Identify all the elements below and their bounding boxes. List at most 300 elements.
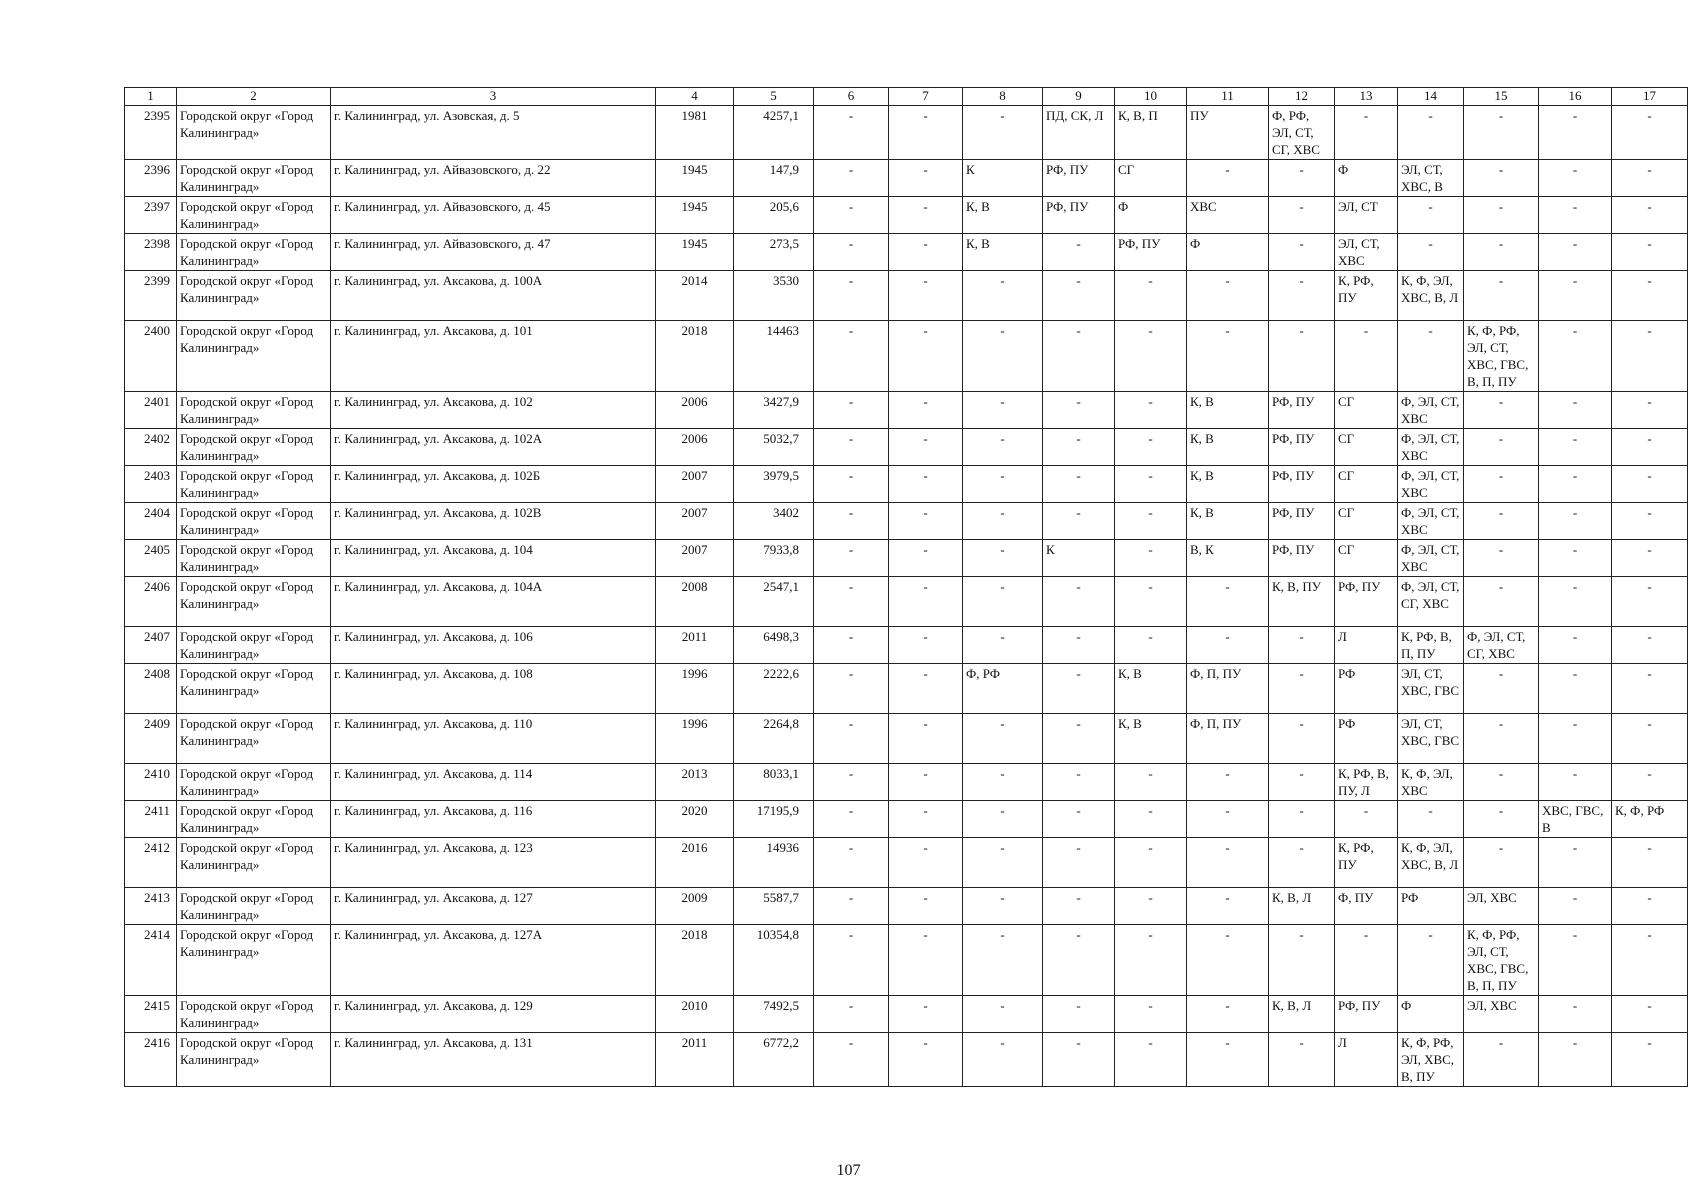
column-header-5: 5	[734, 88, 814, 106]
cell-col-4: 2013	[656, 764, 734, 801]
cell-col-1: 2410	[125, 764, 177, 801]
cell-col-3: г. Калининград, ул. Айвазовского, д. 22	[331, 160, 656, 197]
cell-col-9: -	[1043, 838, 1115, 888]
cell-col-13: -	[1335, 925, 1398, 996]
table-row	[125, 234, 1688, 271]
cell-col-3: г. Калининград, ул. Аксакова, д. 101	[331, 321, 656, 392]
page-number: 107	[836, 1162, 861, 1179]
cell-col-6: -	[814, 577, 889, 627]
cell-col-3: г. Калининград, ул. Аксакова, д. 102В	[331, 503, 656, 540]
cell-col-16: -	[1539, 577, 1612, 627]
cell-col-5: 14936	[734, 838, 814, 888]
cell-col-2: Городской округ «Город Калининград»	[177, 106, 331, 160]
cell-col-2: Городской округ «Город Калининград»	[177, 838, 331, 888]
cell-col-13: -	[1335, 801, 1398, 838]
registry-table	[124, 87, 1688, 1087]
table-row	[125, 764, 1688, 801]
column-header-10: 10	[1115, 88, 1187, 106]
cell-col-5: 3402	[734, 503, 814, 540]
cell-col-7: -	[889, 466, 963, 503]
cell-col-10: -	[1115, 577, 1187, 627]
cell-col-7: -	[889, 234, 963, 271]
table-row	[125, 197, 1688, 234]
cell-col-8: -	[963, 392, 1043, 429]
column-header-2: 2	[177, 88, 331, 106]
cell-col-14: Ф, ЭЛ, СТ, СГ, ХВС	[1398, 577, 1464, 627]
cell-col-14: -	[1398, 925, 1464, 996]
table-row	[125, 540, 1688, 577]
cell-col-5: 17195,9	[734, 801, 814, 838]
cell-col-2: Городской округ «Город Калининград»	[177, 996, 331, 1033]
cell-col-4: 2009	[656, 888, 734, 925]
cell-col-17: -	[1612, 925, 1688, 996]
cell-col-10: -	[1115, 764, 1187, 801]
cell-col-3: г. Калининград, ул. Аксакова, д. 131	[331, 1033, 656, 1087]
cell-col-10: СГ	[1115, 160, 1187, 197]
cell-col-15: -	[1464, 1033, 1539, 1087]
cell-col-10: -	[1115, 627, 1187, 664]
cell-col-1: 2414	[125, 925, 177, 996]
cell-col-8: -	[963, 801, 1043, 838]
cell-col-3: г. Калининград, ул. Аксакова, д. 104А	[331, 577, 656, 627]
cell-col-2: Городской округ «Город Калининград»	[177, 801, 331, 838]
cell-col-3: г. Калининград, ул. Аксакова, д. 116	[331, 801, 656, 838]
cell-col-1: 2404	[125, 503, 177, 540]
cell-col-9: -	[1043, 714, 1115, 764]
table-row	[125, 888, 1688, 925]
cell-col-1: 2401	[125, 392, 177, 429]
table-row	[125, 627, 1688, 664]
cell-col-17: -	[1612, 392, 1688, 429]
cell-col-9: -	[1043, 801, 1115, 838]
cell-col-15: -	[1464, 466, 1539, 503]
column-header-3: 3	[331, 88, 656, 106]
cell-col-1: 2411	[125, 801, 177, 838]
cell-col-13: СГ	[1335, 392, 1398, 429]
cell-col-10: -	[1115, 271, 1187, 321]
cell-col-17: -	[1612, 838, 1688, 888]
cell-col-1: 2403	[125, 466, 177, 503]
cell-col-11: Ф	[1187, 234, 1269, 271]
cell-col-9: -	[1043, 503, 1115, 540]
cell-col-2: Городской округ «Город Калининград»	[177, 577, 331, 627]
column-header-9: 9	[1043, 88, 1115, 106]
cell-col-16: -	[1539, 429, 1612, 466]
cell-col-15: -	[1464, 764, 1539, 801]
cell-col-8: К, В	[963, 197, 1043, 234]
cell-col-15: К, Ф, РФ, ЭЛ, СТ, ХВС, ГВС, В, П, ПУ	[1464, 321, 1539, 392]
table-row	[125, 1033, 1688, 1087]
cell-col-17: -	[1612, 160, 1688, 197]
cell-col-12: К, В, ПУ	[1269, 577, 1335, 627]
cell-col-12: РФ, ПУ	[1269, 429, 1335, 466]
table-row	[125, 664, 1688, 714]
cell-col-15: -	[1464, 429, 1539, 466]
cell-col-14: Ф	[1398, 996, 1464, 1033]
cell-col-4: 1996	[656, 714, 734, 764]
cell-col-3: г. Калининград, ул. Аксакова, д. 102А	[331, 429, 656, 466]
cell-col-12: РФ, ПУ	[1269, 540, 1335, 577]
cell-col-12: -	[1269, 627, 1335, 664]
cell-col-6: -	[814, 160, 889, 197]
column-header-15: 15	[1464, 88, 1539, 106]
cell-col-13: ЭЛ, СТ, ХВС	[1335, 234, 1398, 271]
cell-col-16: -	[1539, 664, 1612, 714]
cell-col-6: -	[814, 838, 889, 888]
cell-col-1: 2416	[125, 1033, 177, 1087]
cell-col-14: -	[1398, 321, 1464, 392]
cell-col-13: Ф, ПУ	[1335, 888, 1398, 925]
cell-col-2: Городской округ «Город Калининград»	[177, 321, 331, 392]
cell-col-14: Ф, ЭЛ, СТ, ХВС	[1398, 503, 1464, 540]
cell-col-17: -	[1612, 996, 1688, 1033]
cell-col-12: -	[1269, 838, 1335, 888]
cell-col-7: -	[889, 429, 963, 466]
cell-col-11: -	[1187, 271, 1269, 321]
cell-col-5: 10354,8	[734, 925, 814, 996]
cell-col-7: -	[889, 664, 963, 714]
cell-col-14: Ф, ЭЛ, СТ, ХВС	[1398, 392, 1464, 429]
cell-col-3: г. Калининград, ул. Аксакова, д. 123	[331, 838, 656, 888]
cell-col-1: 2400	[125, 321, 177, 392]
cell-col-2: Городской округ «Город Калининград»	[177, 888, 331, 925]
cell-col-17: -	[1612, 503, 1688, 540]
cell-col-4: 2010	[656, 996, 734, 1033]
column-header-8: 8	[963, 88, 1043, 106]
cell-col-9: -	[1043, 271, 1115, 321]
cell-col-8: -	[963, 714, 1043, 764]
cell-col-3: г. Калининград, ул. Азовская, д. 5	[331, 106, 656, 160]
cell-col-17: -	[1612, 627, 1688, 664]
cell-col-1: 2407	[125, 627, 177, 664]
cell-col-13: СГ	[1335, 466, 1398, 503]
cell-col-16: -	[1539, 197, 1612, 234]
cell-col-7: -	[889, 577, 963, 627]
cell-col-3: г. Калининград, ул. Аксакова, д. 110	[331, 714, 656, 764]
cell-col-6: -	[814, 888, 889, 925]
cell-col-10: -	[1115, 1033, 1187, 1087]
cell-col-4: 1945	[656, 160, 734, 197]
cell-col-5: 6498,3	[734, 627, 814, 664]
cell-col-13: СГ	[1335, 540, 1398, 577]
cell-col-14: Ф, ЭЛ, СТ, ХВС	[1398, 466, 1464, 503]
cell-col-5: 7492,5	[734, 996, 814, 1033]
cell-col-3: г. Калининград, ул. Аксакова, д. 100А	[331, 271, 656, 321]
cell-col-11: В, К	[1187, 540, 1269, 577]
cell-col-13: Ф	[1335, 160, 1398, 197]
cell-col-11: -	[1187, 764, 1269, 801]
cell-col-1: 2402	[125, 429, 177, 466]
cell-col-9: РФ, ПУ	[1043, 197, 1115, 234]
cell-col-15: -	[1464, 197, 1539, 234]
cell-col-1: 2398	[125, 234, 177, 271]
cell-col-12: -	[1269, 664, 1335, 714]
cell-col-9: РФ, ПУ	[1043, 160, 1115, 197]
cell-col-1: 2415	[125, 996, 177, 1033]
cell-col-15: К, Ф, РФ, ЭЛ, СТ, ХВС, ГВС, В, П, ПУ	[1464, 925, 1539, 996]
cell-col-10: К, В	[1115, 664, 1187, 714]
column-header-16: 16	[1539, 88, 1612, 106]
cell-col-3: г. Калининград, ул. Аксакова, д. 102Б	[331, 466, 656, 503]
cell-col-12: -	[1269, 271, 1335, 321]
cell-col-2: Городской округ «Город Калининград»	[177, 925, 331, 996]
cell-col-5: 147,9	[734, 160, 814, 197]
cell-col-11: -	[1187, 160, 1269, 197]
header-row	[125, 88, 1688, 106]
cell-col-6: -	[814, 197, 889, 234]
cell-col-14: -	[1398, 197, 1464, 234]
column-header-4: 4	[656, 88, 734, 106]
cell-col-10: -	[1115, 321, 1187, 392]
cell-col-15: -	[1464, 801, 1539, 838]
cell-col-4: 1945	[656, 234, 734, 271]
cell-col-11: ХВС	[1187, 197, 1269, 234]
cell-col-6: -	[814, 540, 889, 577]
cell-col-16: -	[1539, 466, 1612, 503]
column-header-12: 12	[1269, 88, 1335, 106]
cell-col-1: 2405	[125, 540, 177, 577]
cell-col-13: К, РФ, В, ПУ, Л	[1335, 764, 1398, 801]
cell-col-9: -	[1043, 764, 1115, 801]
cell-col-13: РФ	[1335, 714, 1398, 764]
cell-col-17: -	[1612, 888, 1688, 925]
cell-col-16: -	[1539, 160, 1612, 197]
cell-col-6: -	[814, 466, 889, 503]
cell-col-13: ЭЛ, СТ	[1335, 197, 1398, 234]
cell-col-9: -	[1043, 392, 1115, 429]
cell-col-8: -	[963, 925, 1043, 996]
cell-col-3: г. Калининград, ул. Айвазовского, д. 45	[331, 197, 656, 234]
cell-col-4: 2006	[656, 392, 734, 429]
cell-col-14: -	[1398, 801, 1464, 838]
cell-col-17: -	[1612, 106, 1688, 160]
cell-col-14: К, Ф, РФ, ЭЛ, ХВС, В, ПУ	[1398, 1033, 1464, 1087]
cell-col-12: К, В, Л	[1269, 996, 1335, 1033]
cell-col-15: -	[1464, 714, 1539, 764]
cell-col-14: Ф, ЭЛ, СТ, ХВС	[1398, 540, 1464, 577]
cell-col-10: -	[1115, 540, 1187, 577]
cell-col-12: -	[1269, 234, 1335, 271]
cell-col-11: -	[1187, 577, 1269, 627]
cell-col-17: -	[1612, 764, 1688, 801]
cell-col-1: 2397	[125, 197, 177, 234]
cell-col-8: -	[963, 271, 1043, 321]
cell-col-13: -	[1335, 106, 1398, 160]
cell-col-5: 2547,1	[734, 577, 814, 627]
cell-col-16: -	[1539, 1033, 1612, 1087]
cell-col-11: К, В	[1187, 392, 1269, 429]
cell-col-9: -	[1043, 664, 1115, 714]
cell-col-17: -	[1612, 466, 1688, 503]
cell-col-9: -	[1043, 996, 1115, 1033]
table-row	[125, 838, 1688, 888]
cell-col-5: 5587,7	[734, 888, 814, 925]
cell-col-14: К, Ф, ЭЛ, ХВС, В, Л	[1398, 271, 1464, 321]
cell-col-8: -	[963, 106, 1043, 160]
cell-col-1: 2406	[125, 577, 177, 627]
cell-col-6: -	[814, 271, 889, 321]
cell-col-16: -	[1539, 838, 1612, 888]
cell-col-12: РФ, ПУ	[1269, 466, 1335, 503]
cell-col-10: -	[1115, 838, 1187, 888]
registry-table-container	[124, 87, 1688, 1087]
cell-col-6: -	[814, 801, 889, 838]
cell-col-7: -	[889, 627, 963, 664]
cell-col-10: -	[1115, 996, 1187, 1033]
cell-col-4: 2011	[656, 627, 734, 664]
cell-col-8: -	[963, 577, 1043, 627]
cell-col-10: -	[1115, 466, 1187, 503]
cell-col-16: -	[1539, 321, 1612, 392]
cell-col-6: -	[814, 429, 889, 466]
cell-col-2: Городской округ «Город Калининград»	[177, 197, 331, 234]
cell-col-10: -	[1115, 392, 1187, 429]
cell-col-11: К, В	[1187, 466, 1269, 503]
cell-col-10: РФ, ПУ	[1115, 234, 1187, 271]
cell-col-16: -	[1539, 503, 1612, 540]
cell-col-13: РФ	[1335, 664, 1398, 714]
cell-col-14: Ф, ЭЛ, СТ, ХВС	[1398, 429, 1464, 466]
cell-col-7: -	[889, 1033, 963, 1087]
cell-col-6: -	[814, 234, 889, 271]
cell-col-13: СГ	[1335, 503, 1398, 540]
cell-col-14: -	[1398, 234, 1464, 271]
cell-col-12: К, В, Л	[1269, 888, 1335, 925]
cell-col-4: 2020	[656, 801, 734, 838]
cell-col-13: -	[1335, 321, 1398, 392]
cell-col-7: -	[889, 197, 963, 234]
cell-col-6: -	[814, 503, 889, 540]
cell-col-15: -	[1464, 106, 1539, 160]
cell-col-6: -	[814, 627, 889, 664]
cell-col-4: 2018	[656, 321, 734, 392]
cell-col-2: Городской округ «Город Калининград»	[177, 271, 331, 321]
cell-col-1: 2409	[125, 714, 177, 764]
cell-col-5: 6772,2	[734, 1033, 814, 1087]
cell-col-10: К, В, П	[1115, 106, 1187, 160]
cell-col-17: -	[1612, 429, 1688, 466]
cell-col-2: Городской округ «Город Калининград»	[177, 1033, 331, 1087]
cell-col-9: -	[1043, 466, 1115, 503]
cell-col-9: -	[1043, 1033, 1115, 1087]
cell-col-13: РФ, ПУ	[1335, 577, 1398, 627]
cell-col-3: г. Калининград, ул. Аксакова, д. 102	[331, 392, 656, 429]
cell-col-7: -	[889, 321, 963, 392]
cell-col-12: -	[1269, 764, 1335, 801]
cell-col-9: К	[1043, 540, 1115, 577]
cell-col-14: К, Ф, ЭЛ, ХВС, В, Л	[1398, 838, 1464, 888]
cell-col-1: 2399	[125, 271, 177, 321]
cell-col-5: 5032,7	[734, 429, 814, 466]
cell-col-4: 1945	[656, 197, 734, 234]
cell-col-12: -	[1269, 925, 1335, 996]
cell-col-4: 2007	[656, 466, 734, 503]
cell-col-13: К, РФ, ПУ	[1335, 838, 1398, 888]
cell-col-4: 2011	[656, 1033, 734, 1087]
cell-col-11: -	[1187, 801, 1269, 838]
cell-col-6: -	[814, 392, 889, 429]
cell-col-6: -	[814, 925, 889, 996]
table-body	[125, 106, 1688, 1087]
cell-col-4: 2018	[656, 925, 734, 996]
cell-col-17: -	[1612, 540, 1688, 577]
cell-col-11: -	[1187, 627, 1269, 664]
cell-col-10: -	[1115, 429, 1187, 466]
cell-col-16: -	[1539, 996, 1612, 1033]
cell-col-7: -	[889, 996, 963, 1033]
cell-col-5: 14463	[734, 321, 814, 392]
column-header-11: 11	[1187, 88, 1269, 106]
cell-col-17: -	[1612, 271, 1688, 321]
cell-col-17: -	[1612, 577, 1688, 627]
cell-col-11: -	[1187, 888, 1269, 925]
cell-col-11: ПУ	[1187, 106, 1269, 160]
cell-col-2: Городской округ «Город Калининград»	[177, 160, 331, 197]
cell-col-8: -	[963, 429, 1043, 466]
cell-col-5: 3979,5	[734, 466, 814, 503]
cell-col-2: Городской округ «Город Калининград»	[177, 429, 331, 466]
cell-col-11: -	[1187, 321, 1269, 392]
cell-col-4: 2008	[656, 577, 734, 627]
table-row	[125, 801, 1688, 838]
cell-col-2: Городской округ «Город Калининград»	[177, 664, 331, 714]
cell-col-5: 273,5	[734, 234, 814, 271]
cell-col-11: К, В	[1187, 429, 1269, 466]
cell-col-5: 2264,8	[734, 714, 814, 764]
cell-col-13: РФ, ПУ	[1335, 996, 1398, 1033]
cell-col-4: 1996	[656, 664, 734, 714]
cell-col-2: Городской округ «Город Калининград»	[177, 234, 331, 271]
cell-col-12: РФ, ПУ	[1269, 503, 1335, 540]
cell-col-9: -	[1043, 234, 1115, 271]
cell-col-15: ЭЛ, ХВС	[1464, 888, 1539, 925]
cell-col-8: -	[963, 466, 1043, 503]
cell-col-17: -	[1612, 321, 1688, 392]
cell-col-12: -	[1269, 197, 1335, 234]
cell-col-10: К, В	[1115, 714, 1187, 764]
cell-col-3: г. Калининград, ул. Аксакова, д. 114	[331, 764, 656, 801]
cell-col-15: -	[1464, 160, 1539, 197]
cell-col-1: 2408	[125, 664, 177, 714]
cell-col-16: ХВС, ГВС, В	[1539, 801, 1612, 838]
cell-col-16: -	[1539, 540, 1612, 577]
cell-col-7: -	[889, 714, 963, 764]
cell-col-7: -	[889, 801, 963, 838]
cell-col-11: -	[1187, 996, 1269, 1033]
column-header-6: 6	[814, 88, 889, 106]
cell-col-4: 2006	[656, 429, 734, 466]
cell-col-4: 2014	[656, 271, 734, 321]
cell-col-7: -	[889, 925, 963, 996]
cell-col-8: -	[963, 321, 1043, 392]
cell-col-15: -	[1464, 540, 1539, 577]
cell-col-8: Ф, РФ	[963, 664, 1043, 714]
cell-col-6: -	[814, 106, 889, 160]
cell-col-9: -	[1043, 888, 1115, 925]
cell-col-3: г. Калининград, ул. Аксакова, д. 106	[331, 627, 656, 664]
cell-col-8: -	[963, 540, 1043, 577]
cell-col-16: -	[1539, 925, 1612, 996]
cell-col-10: -	[1115, 801, 1187, 838]
cell-col-8: -	[963, 503, 1043, 540]
cell-col-14: ЭЛ, СТ, ХВС, В	[1398, 160, 1464, 197]
cell-col-15: -	[1464, 664, 1539, 714]
cell-col-8: -	[963, 838, 1043, 888]
cell-col-13: СГ	[1335, 429, 1398, 466]
cell-col-10: -	[1115, 925, 1187, 996]
cell-col-16: -	[1539, 888, 1612, 925]
cell-col-17: К, Ф, РФ	[1612, 801, 1688, 838]
